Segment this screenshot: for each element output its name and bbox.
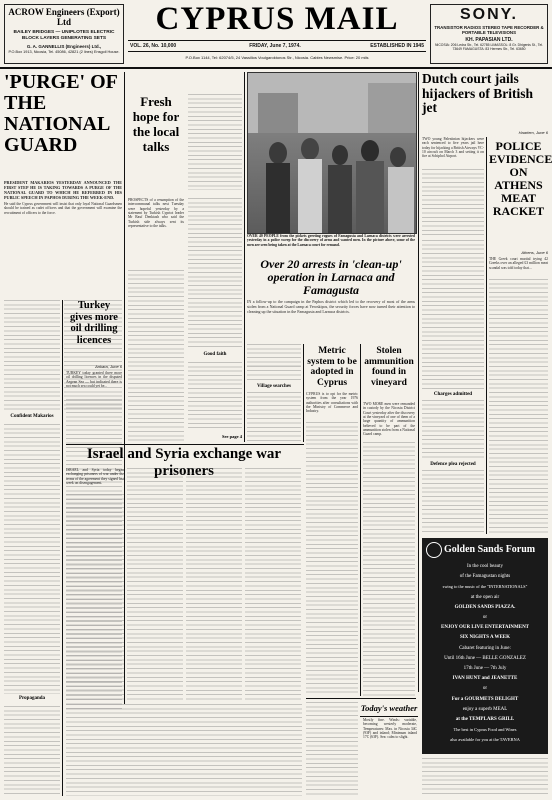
acrow-ad-title: ACROW Engineers (Export) Ltd (8, 7, 120, 27)
purge-body: He said the Cyprus government will insist that only loyal National Guardsmen should be trained as cadet officers and that the government will examine the recruitment of officers to the force. (4, 202, 122, 215)
stolen-body: TWO MORE men were remanded in custody by the Nicosia District Court yesterday after the discovery at the vineyard of one of them of a large quantity of ammunition believed to be part of the ammunition stolen from a National Guard camp. (363, 402, 415, 437)
fresh-hope-article (128, 198, 184, 444)
arrests-subhead: Village searches (256, 384, 292, 389)
acrow-ad-items: BAILEY BRIDGES — UNIPLOTES ELECTRIC BLOCK LAYERS GENERATING SETS (13, 30, 115, 41)
golden-sands-lines (426, 562, 544, 752)
arrests-column-1 (247, 344, 301, 382)
ad-line: 17th June — 7th July (463, 666, 507, 672)
purge-lead: PRESIDENT MAKARIOS YESTERDAY ANNOUNCED THE FIRST STEP HE IS TAKING TOWARDS A PURGE OF THE NATIONAL GUARD TO WHICH HE REFERRED IN HIS PUBLIC SPEECH IN PAPHOS DURING THE WEEK-END. (4, 180, 122, 200)
purge-headline: 'PURGE' OF THE NATIONAL GUARD (4, 71, 118, 156)
fresh-hope-subhead: Good faith (203, 352, 227, 357)
sony-ad-items: TRANSISTOR RADIOS STEREO TAPE RECORDER & PORTABLE TELEVISIONS (434, 25, 544, 36)
golden-sands-logo (426, 542, 442, 558)
ad-line: Until 16th June — BELLE GONZALEZ (444, 655, 526, 661)
issue-date: FRIDAY, June 7, 1974. (249, 43, 301, 49)
ad-line: at the open air (470, 594, 500, 600)
purge-column-4 (4, 706, 60, 796)
sony-ad-agent: KH. PAPASIAN LTD. (465, 36, 513, 43)
dutch-headline: Dutch court jails hijackers of British jet (422, 71, 533, 115)
ad-line: enjoy a superb MEAL (462, 706, 508, 712)
police-headline: POLICE EVIDENCE ON ATHENS MEAT RACKET (489, 139, 552, 218)
arrests-headline: Over 20 arrests in 'clean-up' operation in Larnaca and Famagusta (260, 257, 402, 297)
volume-info: VOL. 26, No. 10,000 (130, 43, 177, 49)
ad-line: SIX NIGHTS A WEEK (459, 635, 511, 641)
fresh-hope-headline: Fresh hope for the local talks (132, 94, 180, 154)
photo-caption: OVER 40 PEOPLE from the pickets greeting rogues of Famagusta and Larnaca districts were arrested yesterday in a police sweep for the discovery of arms and wanted men. In the picture above, some of the men are seen being taken at the Larnaca court for remand. (247, 234, 415, 247)
dutch-subhead-charges: Charges admitted (433, 392, 473, 397)
police-dateline: Athens, June 6 (521, 250, 548, 255)
arrests-lead (247, 300, 415, 342)
israel-article (66, 468, 124, 700)
police-body: THE Greek court martial trying 42 Greeks over an alleged £3 million meat scandal was told today that... (489, 257, 548, 270)
arrests-column-2 (247, 392, 301, 442)
ad-line: For a GOURMETS DELIGHT (451, 696, 519, 702)
sony-ad-address: NICOSIA: 206 Ledra Str., Tel. 62785 LIMASSOL: 8 Gr. Dhigenis St., Tel. 73649 FAMAGUSTA: 83 Hermes Str., Tel. 63650 (434, 42, 544, 52)
ad-line: In the cool beauty (467, 564, 503, 569)
israel-bottom-columns (66, 704, 302, 796)
dutch-dateline: Haarlem, June 6 (518, 130, 548, 135)
metric-headline: Metric system to be adopted in Cyprus (307, 346, 357, 388)
dutch-column-2 (422, 240, 484, 390)
israel-column-4 (245, 468, 301, 700)
ad-line: or (482, 615, 488, 621)
acrow-ad-address: P.O.Box 1913, Nicosia, Tel. 45086, 42821 (2 lines) Ensgoil House. (8, 50, 120, 54)
purge-column-1 (4, 300, 60, 410)
purge-article (4, 180, 122, 300)
ad-line: also available for you at the TAVERNA (450, 737, 520, 743)
dutch-subhead-defence: Defence plea rejected (430, 462, 476, 467)
news-photo (247, 72, 417, 234)
turkey-headline: Turkey gives more oil drilling licences (70, 300, 118, 346)
purge-column-3 (4, 424, 60, 694)
israel-body: ISRAEL and Syria today began exchanging prisoners of war under the terms of the agreement they signed last week on disengagement. (66, 468, 124, 486)
israel-column-3 (186, 468, 242, 700)
sony-logo: SONY. (459, 6, 518, 23)
sony-ad (430, 4, 548, 64)
israel-headline: Israel and Syria exchange war prisoners (86, 446, 282, 479)
stolen-headline: Stolen ammunition found in vineyard (364, 346, 414, 388)
ad-line: or (482, 686, 488, 692)
purge-subhead-confident: Confident Makarios (10, 414, 54, 419)
fresh-hope-column-4 (188, 362, 242, 430)
established-info: ESTABLISHED IN 1945 (370, 43, 424, 49)
photo-figures (248, 73, 416, 233)
ad-line: IVAN HUNT and JEANETTE (452, 676, 518, 682)
metric-article (306, 392, 358, 696)
address-line: P.O.Box 1144, Tel: 62074/5, 24 Vassilios Voulgaroktonos Str., Nicosia. Cables Newsmise. Price: 20 mils (185, 55, 369, 60)
golden-sands-title: Golden Sands Forum (444, 544, 536, 555)
fresh-hope-continued: See page 4 (222, 434, 242, 439)
golden-sands-ad (422, 538, 548, 754)
ad-line: GOLDEN SANDS PIAZZA. (454, 604, 516, 610)
turkey-dateline: Ankara, June 6 (95, 364, 122, 369)
metric-body: CYPRUS is to opt for the metric system from the year 1976 authorities after consultations with the Ministry of Commerce and Industry. (306, 392, 358, 414)
dutch-article (422, 137, 484, 237)
newspaper-title: CYPRUS MAIL (155, 1, 399, 37)
ad-line: of the Famagustan nights (459, 574, 511, 580)
acrow-ad (4, 4, 124, 64)
fresh-hope-column-2 (188, 94, 242, 190)
purge-subhead-propaganda: Propaganda (18, 696, 46, 701)
ad-line: Cabaret featuring in June: (459, 645, 511, 651)
stolen-article (363, 402, 415, 696)
fresh-hope-body: PROSPECTS of a resumption of the intercommunal talks next Tuesday were hopeful yesterday by a statement by Turkish Cypriot leader Mr Rauf Denktash who said the Turkish side always sent its representative to the talks. (128, 198, 184, 229)
weather-body: Mostly fine. Winds: variable, becoming westerly moderate, Temperatures: Max. in Nicosia 34C (93F) and inland; Minimum inland 17C (63F). Sea: calm to slight. (363, 718, 417, 740)
turkey-body: TURKEY today granted three more oil drilling licences in the disputed Aegean Sea — but indicated there is not much sea could yet be... (66, 371, 122, 389)
dutch-column-3 (422, 400, 484, 460)
arrests-body: IN a follow-up to the campaign in the Paphos district which led to the recovery of most of the arms stolen from a National Guard camp at Yeroskipos, the security forces have now turned their attention to cleaning up the situation in the Famagusta and Larnaca districts. (247, 299, 415, 314)
police-article (489, 257, 548, 534)
metric-column-bottom (306, 702, 358, 796)
weather-report (363, 718, 417, 796)
dutch-body: TWO young Palestinian hijackers were each sentenced to five years jail here today for hijacking a British Airways VC-10 aircraft on March 3 and setting it on fire at Schiphol Airport. (422, 137, 484, 159)
weather-title: Today's weather (360, 702, 418, 717)
israel-column-2 (127, 468, 183, 700)
ad-line: at the TEMPLARS GRILL (455, 717, 515, 723)
ad-line: swing to the music of the "INTERNATIONALS" (442, 584, 528, 590)
dutch-column-4 (422, 470, 484, 534)
bottom-right-column (422, 758, 548, 796)
fresh-hope-column-3 (188, 198, 242, 348)
ad-line: The best in Cyprus Food and Wines (453, 727, 517, 733)
acrow-ad-agent: G. A. GANNELLIS (Engineers) Ltd., (26, 44, 102, 49)
ad-line: ENJOY OUR LIVE ENTERTAINMENT (440, 625, 530, 631)
